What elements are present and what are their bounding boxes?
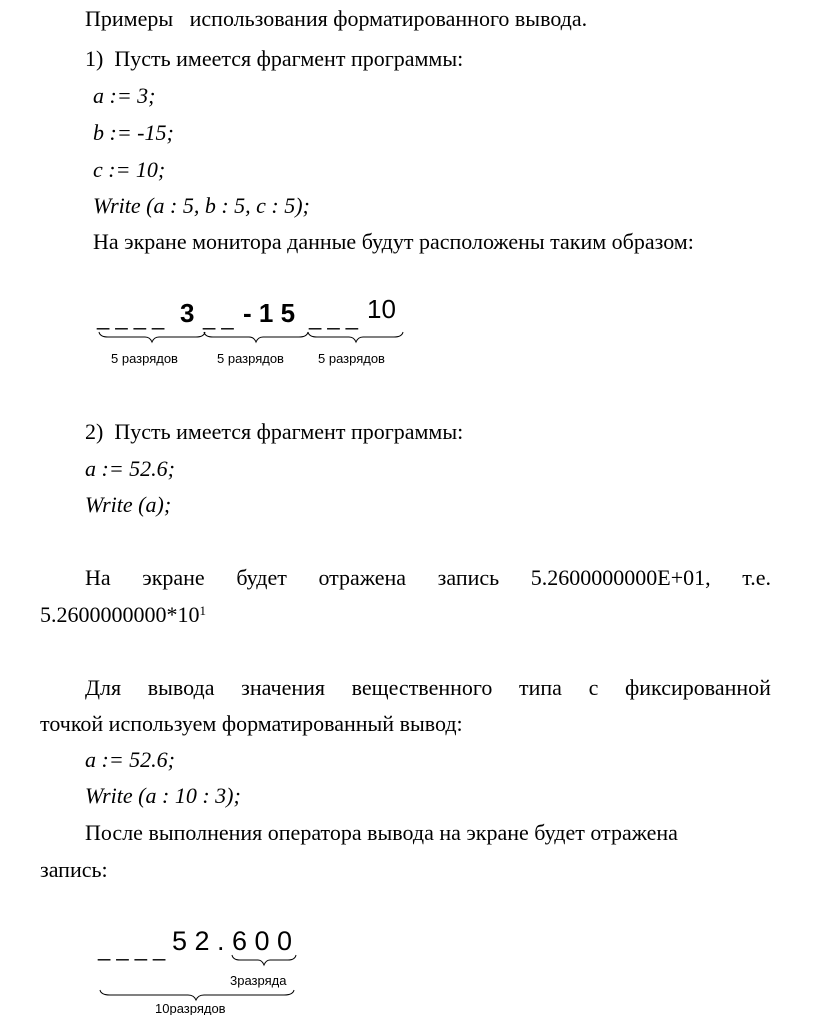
code-line: Write (a : 10 : 3); (85, 783, 241, 808)
example2-result-value: $5.2600000000*10^1$ (40, 602, 206, 627)
code-line: a := 52.6; (85, 747, 175, 772)
diagram-value: 3 (180, 298, 195, 328)
code-line: a := 3; (93, 83, 156, 108)
diagram-label: 5 разрядов (318, 351, 385, 366)
example2-heading: 2) Пусть имеется фрагмент программы: (85, 419, 464, 444)
diagram-label: 5 разрядов (217, 351, 284, 366)
code-line: Write (a); (85, 492, 172, 517)
diagram-label: 5 разрядов (111, 351, 178, 366)
after-output-line: После выполнения оператора вывода на экране будет отражена (85, 820, 678, 845)
code-line: b := -15; (93, 120, 174, 145)
diagram-value-int: 5 2 . (172, 926, 225, 956)
diagram-pad: _ _ _ _ (98, 936, 166, 961)
page-title: Примеры использования форматированного вывода. (85, 6, 588, 31)
brace-icon (100, 990, 294, 1000)
brace-icon (232, 955, 296, 965)
diagram-label: 10разрядов (155, 1001, 226, 1015)
code-line: a := 52.6; (85, 456, 175, 481)
example1-result-text: На экране монитора данные будут расположены таким образом: (93, 229, 694, 254)
diagram-value-frac: 6 0 0 (232, 926, 293, 956)
code-line: Write (a : 5, b : 5, c : 5); (93, 193, 310, 218)
diagram-pad: _ _ _ (309, 305, 358, 330)
fixed-point-line: Для вывода значения вещественного типа с фиксированной (85, 675, 771, 700)
code-line: c := 10; (93, 157, 166, 182)
example2-result-line: На экране будет отражена запись 5.2600000000E+01, т.е. (85, 565, 771, 590)
diagram-label: 3разряда (230, 973, 287, 988)
diagram-value: - 1 5 (243, 298, 296, 328)
after-output-line-2: запись: (40, 857, 108, 882)
diagram-value: 10 (367, 294, 396, 324)
example1-heading: 1) Пусть имеется фрагмент программы: (85, 46, 464, 71)
diagram-pad: _ _ _ _ (97, 305, 165, 330)
fixed-point-line-2: точкой используем форматированный вывод: (40, 711, 463, 736)
diagram-pad: _ _ (203, 305, 234, 330)
